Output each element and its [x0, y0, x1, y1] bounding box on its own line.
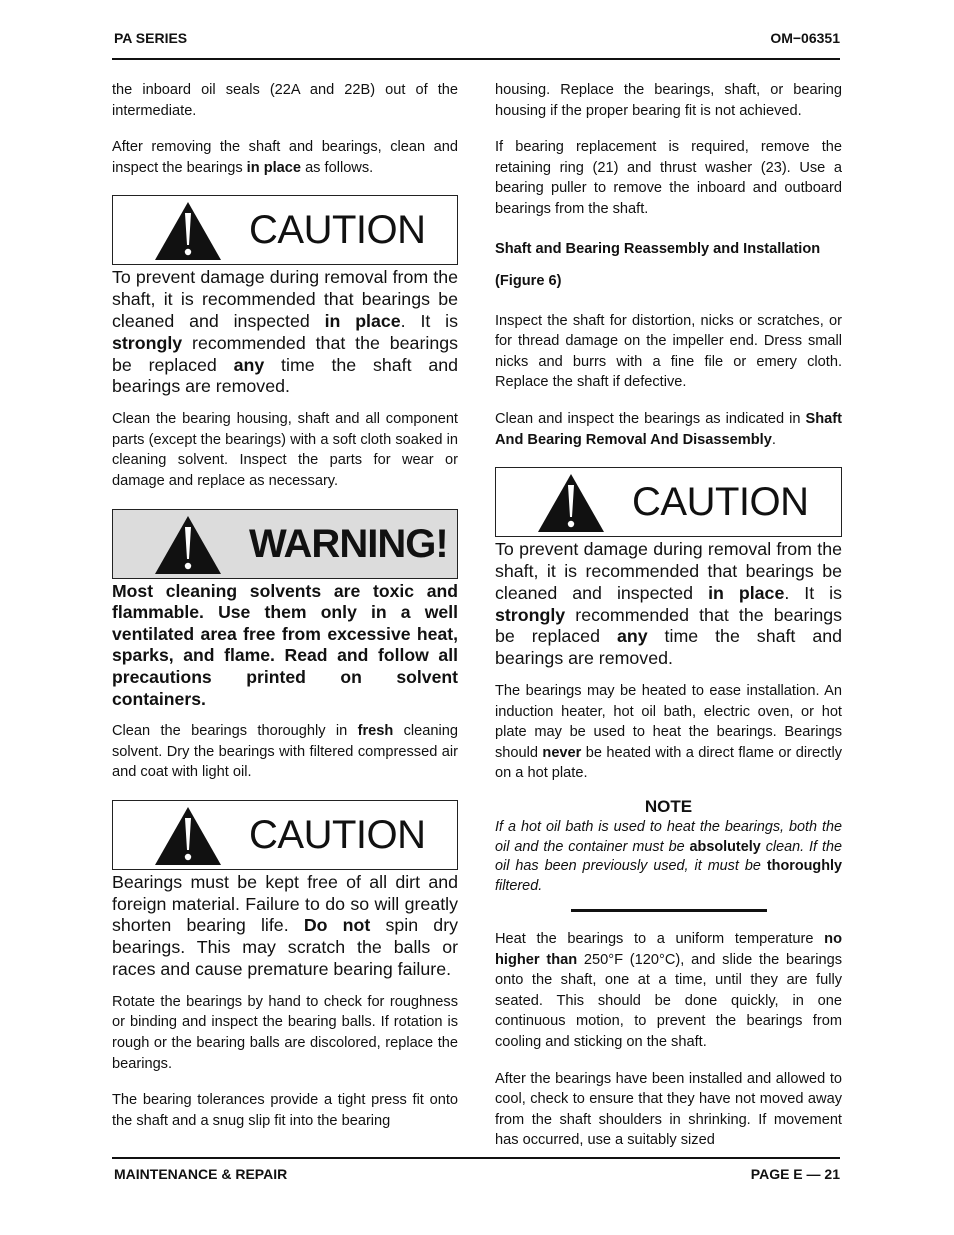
paragraph: After the bearings have been installed and allowed to cool, check to ensure that they have not moved away from the shaft shoulders in shrinking. If movement has occurred, use a suitably sized — [495, 1070, 842, 1149]
warning-box — [112, 509, 458, 579]
series-title: PA SERIES — [114, 30, 188, 46]
caution-text: To prevent damage during removal from the shaft, it is recommended that bearings be cleaned and inspected in place. It is strongly recommended that the bearings be replaced any time the shaft and bearings are removed. — [112, 267, 458, 397]
caution-label: CAUTION — [249, 208, 426, 253]
paragraph: Clean the bearing housing, shaft and all component parts (except the bearings) with a soft cloth soaked in cleaning solvent. Inspect the parts for wear or damage and replace as necessary. — [112, 411, 458, 489]
section-heading: Shaft and Bearing Reassembly and Installation — [495, 240, 821, 257]
paragraph: Rotate the bearings by hand to check for roughness or binding and inspect the bearing balls. If rotation is rough or the bearing balls are discolored, replace the bearings. — [112, 993, 458, 1072]
note-divider — [571, 909, 767, 912]
paragraph: Heat the bearings to a uniform temperature no higher than 250°F (120°C), and slide the bearings onto the shaft, one at a time, until they are fully seated. This should be done quickly, in one continuous motion, to prevent the bearings from cooling and sticking on the shaft. — [495, 931, 842, 1051]
paragraph: Inspect the shaft for distortion, nicks or scratches, or for thread damage on the impeller end. Dress small nicks and burrs with a fine file or emery cloth. Replace the shaft if defective. — [495, 312, 842, 391]
left-column — [112, 80, 458, 1131]
warning-label: WARNING! — [249, 521, 448, 566]
caution-text: Bearings must be kept free of all dirt and foreign material. Failure to do so will greatly shorten bearing life. Do not spin dry bearings. This may scratch the balls or races and cause premature bearing failure. — [112, 871, 459, 980]
note-text: If a hot oil bath is used to heat the bearings, both the oil and the container must be absolutely clean. If the oil has been previously used, it must be thoroughly filtered. — [495, 818, 843, 895]
note-title: NOTE — [644, 796, 693, 816]
paragraph: Clean the bearings thoroughly in fresh cleaning solvent. Dry the bearings with filtered compressed air and coat with light oil. — [112, 723, 458, 781]
warning-text: Most cleaning solvents are toxic and flammable. Use them only in a well ventilated area free from excessive heat, sparks, and flame. Read and follow all precautions printed on solvent containers. — [112, 580, 458, 709]
caution-label: CAUTION — [249, 812, 426, 857]
paragraph: Clean and inspect the bearings as indicated in Shaft And Bearing Removal And Disassembly. — [495, 410, 842, 448]
paragraph: The bearings may be heated to ease installation. An induction heater, hot oil bath, electric oven, or hot plate may be used to heat the bearings. Bearings should never be heated with a direct flame or directly on a hot plate. — [495, 682, 843, 782]
paragraph: After removing the shaft and bearings, clean and inspect the bearings in place as follows. — [112, 139, 458, 176]
paragraph: The bearing tolerances provide a tight press fit onto the shaft and a snug slip fit into the bearing — [112, 1092, 458, 1129]
caution-box — [112, 195, 458, 265]
warning-triangle-icon — [536, 472, 606, 534]
footer-rule — [112, 1157, 840, 1159]
paragraph: housing. Replace the bearings, shaft, or bearing housing if the proper bearing fit is not achieved. — [495, 82, 842, 119]
paragraph: If bearing replacement is required, remove the retaining ring (21) and thrust washer (23). Use a bearing puller to remove the inboard and outboard bearings from the shaft. — [495, 139, 842, 217]
header-rule — [112, 58, 840, 60]
caution-box — [495, 467, 842, 537]
caution-text: To prevent damage during removal from the shaft, it is recommended that bearings be cleaned and inspected in place. It is strongly recommended that the bearings be replaced any time the shaft and bearings are removed. — [495, 539, 842, 669]
warning-triangle-icon — [153, 805, 223, 867]
caution-label: CAUTION — [632, 480, 809, 525]
warning-triangle-icon — [153, 200, 223, 262]
caution-box — [112, 800, 458, 870]
section-name: MAINTENANCE & REPAIR — [114, 1166, 288, 1182]
paragraph: the inboard oil seals (22A and 22B) out of the intermediate. — [112, 82, 458, 119]
document-number: OM−06351 — [770, 30, 840, 46]
right-column — [495, 80, 842, 1151]
warning-triangle-icon — [153, 514, 223, 576]
figure-reference: (Figure 6) — [495, 272, 562, 289]
page-number: PAGE E — 21 — [750, 1166, 840, 1182]
